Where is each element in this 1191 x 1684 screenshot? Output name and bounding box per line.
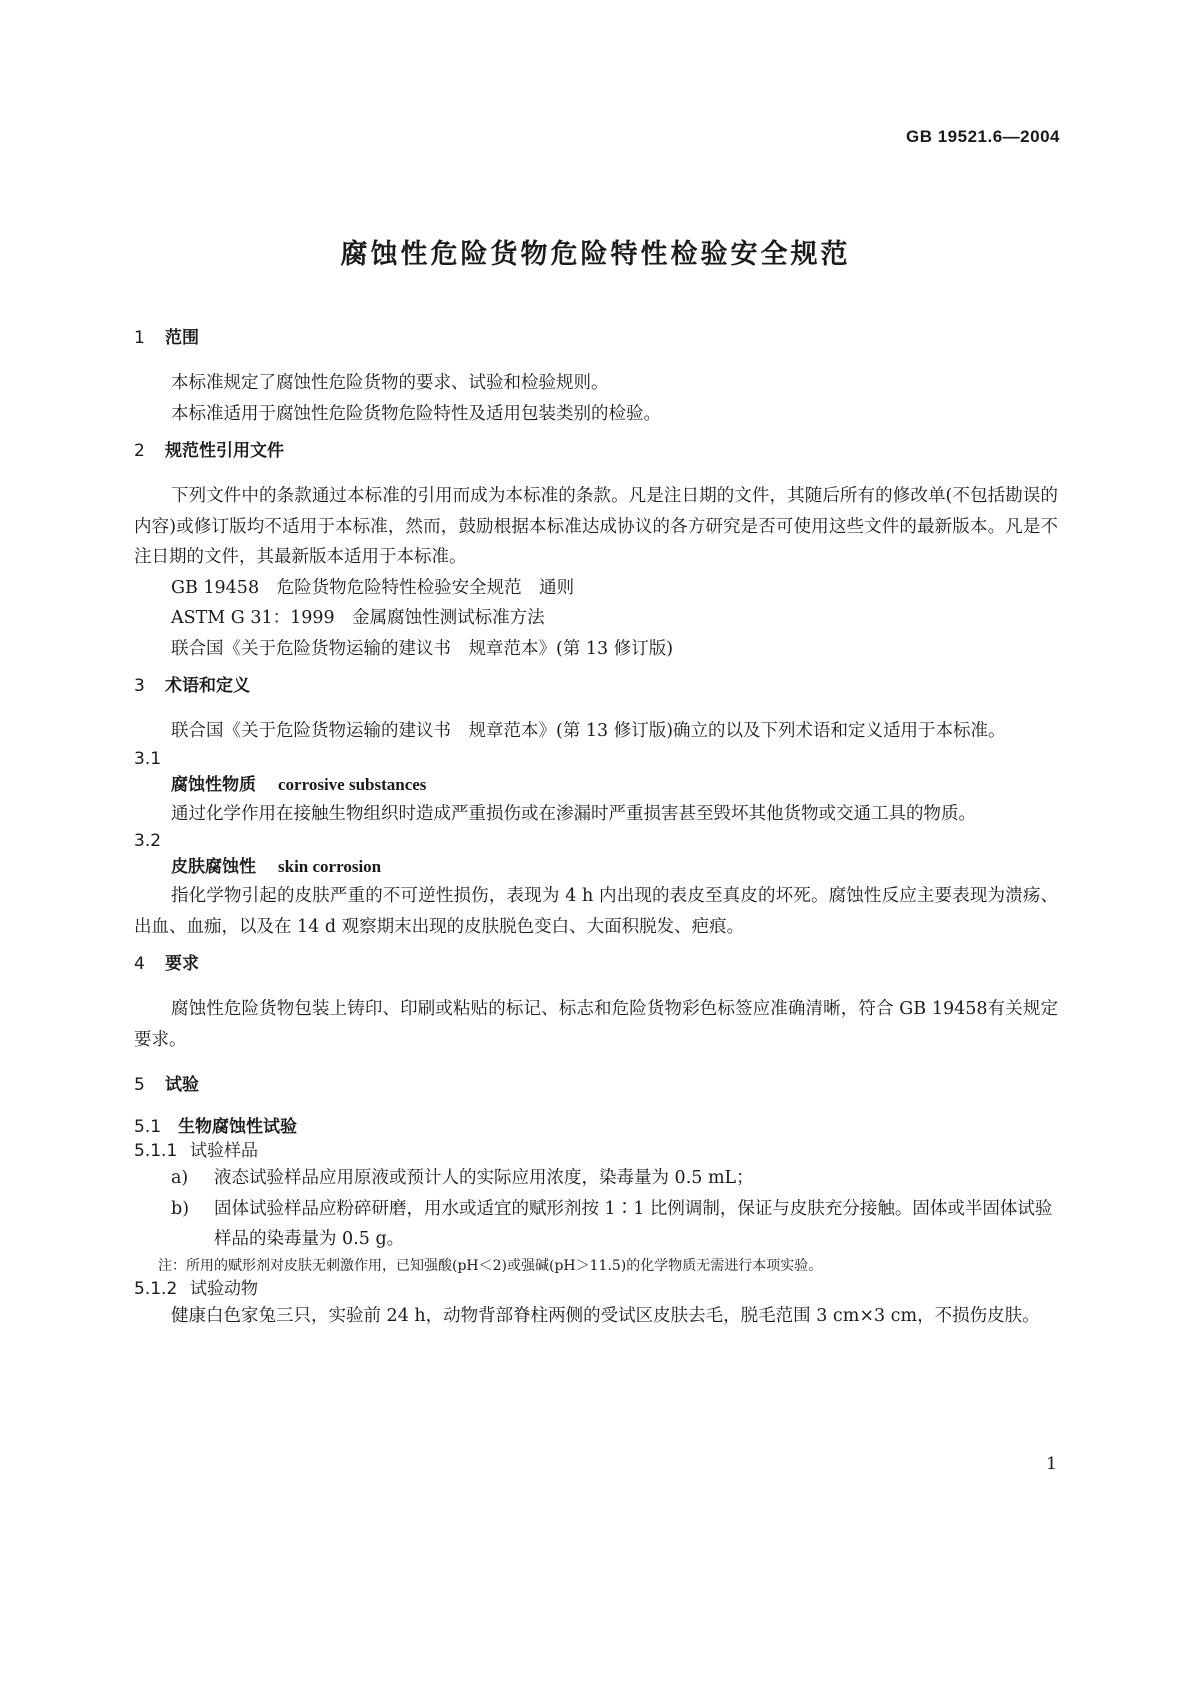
section-5-heading: 5 试验: [134, 1075, 199, 1095]
subsection-5-1-1-heading: 5.1.1 试验样品: [134, 1141, 258, 1161]
subsection-5-1-heading: 5.1 生物腐蚀性试验: [134, 1117, 297, 1137]
section-4-heading: 4 要求: [134, 954, 199, 974]
note: 注：所用的赋形剂对皮肤无刺激作用，已知强酸(pH＜2)或强碱(pH＞11.5)的化学物质无需进行本项实验。: [158, 1257, 823, 1274]
term-number: 3.2: [134, 831, 162, 851]
term-title: 皮肤腐蚀性 skin corrosion: [171, 857, 382, 877]
standard-code: GB 19521.6—2004: [906, 127, 1060, 146]
list-item: b) 固体试验样品应粉碎研磨，用水或适宜的赋形剂按 1∶1 比例调制，保证与皮肤充分接触。固体或半固体试验样品的染毒量为 0.5 g。: [171, 1198, 1053, 1249]
paragraph: 下列文件中的条款通过本标准的引用而成为本标准的条款。凡是注日期的文件，其随后所有的修改单(不包括勘误的内容)或修订版均不适用于本标准，然而，鼓励根据本标准达成协议的各方研究是否可使用这些文件的最新版本。凡是不注日期的文件，其最新版本适用于本标准。: [134, 486, 1058, 567]
term-definition: 指化学物引起的皮肤严重的不可逆性损伤，表现为 4 h 内出现的表皮至真皮的坏死。腐蚀性反应主要表现为溃疡、出血、血痂，以及在 14 d 观察期末出现的皮肤脱色变白、大面积脱发、疤痕。: [134, 886, 1058, 937]
section-1-heading: 1 范围: [134, 328, 199, 348]
paragraph: 本标准适用于腐蚀性危险货物危险特性及适用包装类别的检验。: [171, 403, 661, 424]
list-item: a) 液态试验样品应用原液或预计人的实际应用浓度，染毒量为 0.5 mL；: [171, 1168, 754, 1188]
document-title: 腐蚀性危险货物危险特性检验安全规范: [340, 239, 851, 270]
section-2-heading: 2 规范性引用文件: [134, 441, 284, 461]
page-number: 1: [1046, 1454, 1057, 1474]
subsection-5-1-2-heading: 5.1.2 试验动物: [134, 1278, 258, 1299]
paragraph: 联合国《关于危险货物运输的建议书 规章范本》(第 13 修订版)确立的以及下列术语和定义适用于本标准。: [171, 721, 1006, 741]
reference-item: GB 19458 危险货物危险特性检验安全规范 通则: [171, 577, 575, 598]
paragraph: 腐蚀性危险货物包装上铸印、印刷或粘贴的标记、标志和危险货物彩色标签应准确清晰，符合 GB 19458有关规定要求。: [134, 999, 1058, 1050]
term-number: 3.1: [134, 748, 162, 769]
section-3-heading: 3 术语和定义: [134, 676, 250, 696]
term-definition: 通过化学作用在接触生物组织时造成严重损伤或在渗漏时严重损害甚至毁坏其他货物或交通工具的物质。: [171, 803, 976, 824]
reference-item: ASTM G 31：1999 金属腐蚀性测试标准方法: [171, 608, 545, 628]
reference-item: 联合国《关于危险货物运输的建议书 规章范本》(第 13 修订版): [171, 638, 674, 659]
paragraph: 健康白色家兔三只，实验前 24 h，动物背部脊柱两侧的受试区皮肤去毛，脱毛范围 3 cm×3 cm，不损伤皮肤。: [171, 1305, 1040, 1326]
document-body: [134, 326, 1058, 1331]
paragraph: 本标准规定了腐蚀性危险货物的要求、试验和检验规则。: [171, 373, 609, 393]
term-title: 腐蚀性物质 corrosive substances: [171, 774, 427, 795]
